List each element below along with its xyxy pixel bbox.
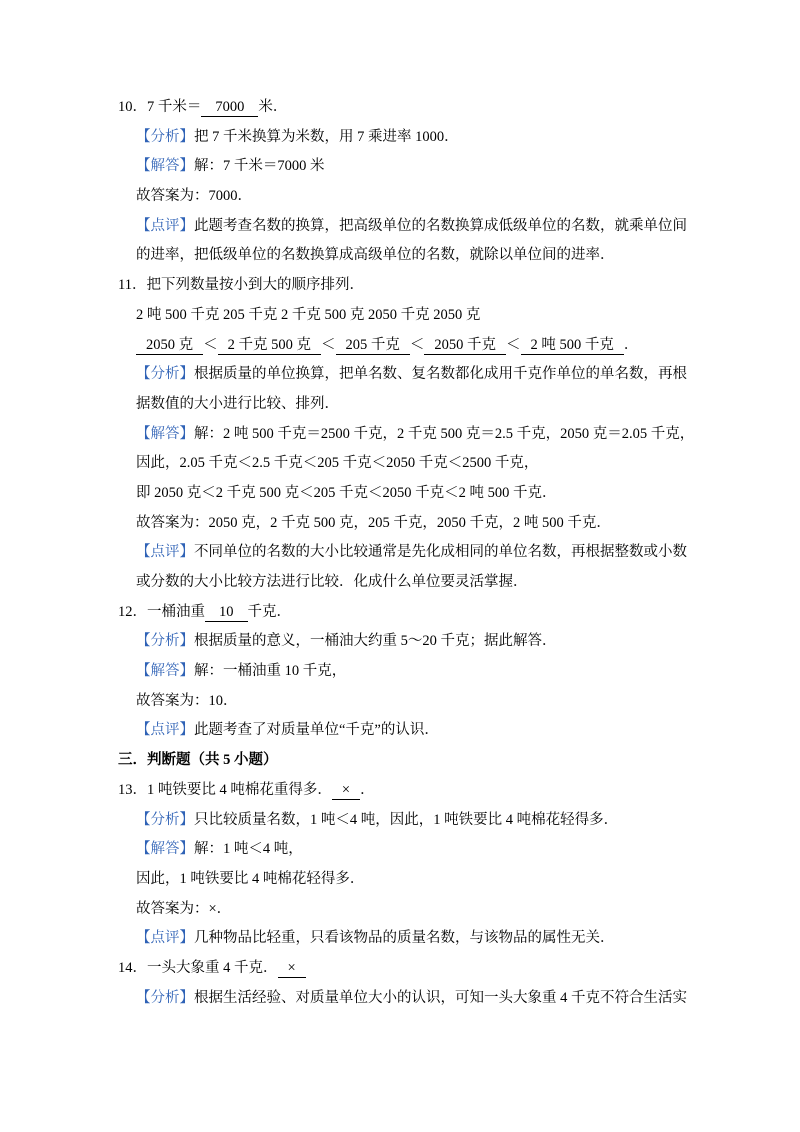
order-blank: 2 吨 500 千克 — [521, 337, 624, 355]
q10-comment — [0, 212, 800, 242]
comment-tag: 【点评】 — [136, 544, 194, 561]
analysis-text: 只比较质量名数，1 吨＜4 吨，因此，1 吨铁要比 4 吨棉花轻得多． — [194, 811, 619, 828]
q13-solution — [0, 835, 800, 865]
question-stem: 7 千米＝ — [147, 99, 202, 115]
order-blank: 2 千克 500 克 — [218, 337, 321, 355]
q10-solution — [0, 152, 800, 182]
question-number: 11． — [118, 277, 147, 294]
q13-final-answer: 故答案为：×． — [136, 900, 232, 917]
answer-blank: × — [332, 782, 360, 800]
less-than: ＜ — [409, 336, 425, 353]
question-13 — [0, 776, 800, 806]
q10-comment-cont: 的进率，把低级单位的名数换算成高级单位的名数，就除以单位间的进率． — [136, 247, 615, 264]
solution-text: 解：7 千米＝7000 米 — [194, 158, 325, 175]
analysis-tag: 【分析】 — [136, 633, 194, 650]
q12-comment — [0, 716, 800, 746]
question-number: 14． — [118, 959, 147, 976]
q13-analysis — [0, 806, 800, 836]
analysis-tag: 【分析】 — [136, 811, 194, 828]
less-than: ＜ — [203, 336, 218, 353]
solution-tag: 【解答】 — [136, 663, 194, 680]
comment-text: 几种物品比轻重，只看该物品的质量名数，与该物品的属性无关． — [194, 930, 615, 947]
analysis-tag: 【分析】 — [136, 989, 194, 1006]
analysis-text: 把 7 千米换算为米数，用 7 乘进率 1000． — [194, 128, 459, 145]
q13-comment — [0, 924, 800, 954]
order-blank: 2050 克 — [136, 337, 203, 355]
comment-tag: 【点评】 — [136, 217, 194, 234]
solution-text: 解：一桶油重 10 千克， — [194, 663, 347, 680]
question-stem-after: ． — [360, 781, 375, 798]
question-number: 13． — [118, 781, 147, 798]
order-blank: 2050 千克 — [424, 337, 506, 355]
order-end: ． — [623, 336, 639, 353]
solution-text: 解：1 吨＜4 吨， — [194, 841, 303, 858]
analysis-tag: 【分析】 — [136, 366, 194, 383]
q12-final-answer: 故答案为：10． — [136, 692, 238, 709]
comment-tag: 【点评】 — [136, 930, 194, 947]
comment-text: 此题考查名数的换算，把高级单位的名数换算成低级单位的名数，就乘单位间 — [194, 217, 687, 234]
question-11 — [0, 271, 800, 301]
q10-final-answer: 故答案为：7000． — [136, 188, 252, 205]
q11-order-answer — [0, 331, 800, 361]
analysis-text: 根据质量的单位换算，把单名数、复名数都化成用千克作单位的单名数，再根 — [194, 366, 687, 383]
question-stem: 把下列数量按小到大的顺序排列． — [146, 277, 364, 294]
question-stem: 一桶油重 — [147, 603, 205, 620]
solution-tag: 【解答】 — [136, 425, 194, 442]
q12-solution — [0, 657, 800, 687]
q11-analysis-cont: 据数值的大小进行比较、排列． — [136, 395, 339, 412]
q11-analysis — [0, 360, 800, 390]
answer-blank: 10 — [205, 604, 248, 622]
analysis-text: 根据质量的意义，一桶油大约重 5～20 千克；据此解答． — [194, 633, 557, 650]
answer-blank: × — [278, 960, 306, 978]
question-stem-after: 千克． — [247, 603, 291, 620]
less-than: ＜ — [506, 336, 521, 353]
q10-analysis — [0, 123, 800, 153]
q11-solution-line-3: 即 2050 克＜2 千克 500 克＜205 千克＜2050 千克＜2 吨 500 千克． — [136, 484, 557, 501]
question-12 — [0, 598, 800, 628]
q11-given-quantities: 2 吨 500 千克 205 千克 2 千克 500 克 2050 千克 2050 克 — [136, 306, 481, 323]
order-blank: 205 千克 — [336, 337, 410, 355]
q14-analysis — [0, 984, 800, 1014]
question-number: 10． — [118, 99, 147, 115]
comment-text: 此题考查了对质量单位“千克”的认识． — [194, 722, 439, 739]
analysis-tag: 【分析】 — [136, 128, 194, 145]
solution-tag: 【解答】 — [136, 841, 194, 858]
question-stem: 1 吨铁要比 4 吨棉花重得多． — [147, 781, 332, 798]
less-than: ＜ — [321, 336, 336, 353]
comment-tag: 【点评】 — [136, 722, 194, 739]
question-14 — [0, 954, 800, 984]
q13-solution-line-2: 因此，1 吨铁要比 4 吨棉花轻得多． — [136, 870, 365, 887]
q11-comment-cont: 或分数的大小比较方法进行比较．化成什么单位要灵活掌握． — [136, 574, 528, 590]
solution-tag: 【解答】 — [136, 158, 194, 175]
section-heading: 三．判断题（共 5 小题） — [118, 752, 278, 769]
question-stem: 一头大象重 4 千克． — [147, 959, 278, 976]
comment-text: 不同单位的名数的大小比较通常是先化成相同的单位名数，再根据整数或小数 — [194, 544, 687, 561]
answer-blank: 7000 — [201, 99, 258, 117]
solution-text: 解：2 吨 500 千克＝2500 千克，2 千克 500 克＝2.5 千克，2050 克＝2.05 千克， — [194, 425, 695, 442]
question-number: 12． — [118, 603, 147, 620]
analysis-text: 根据生活经验、对质量单位大小的认识，可知一头大象重 4 千克不符合生活实 — [194, 989, 687, 1006]
q11-solution-line-2: 因此，2.05 千克＜2.5 千克＜205 千克＜2050 千克＜2500 千克， — [136, 455, 539, 472]
q12-analysis — [0, 627, 800, 657]
q11-comment — [0, 538, 800, 568]
question-10 — [0, 93, 800, 123]
question-stem-after: 米． — [258, 99, 288, 115]
q11-solution — [0, 420, 800, 450]
q11-final-answer: 故答案为：2050 克，2 千克 500 克，205 千克，2050 千克，2 吨 500 千克． — [136, 514, 611, 531]
